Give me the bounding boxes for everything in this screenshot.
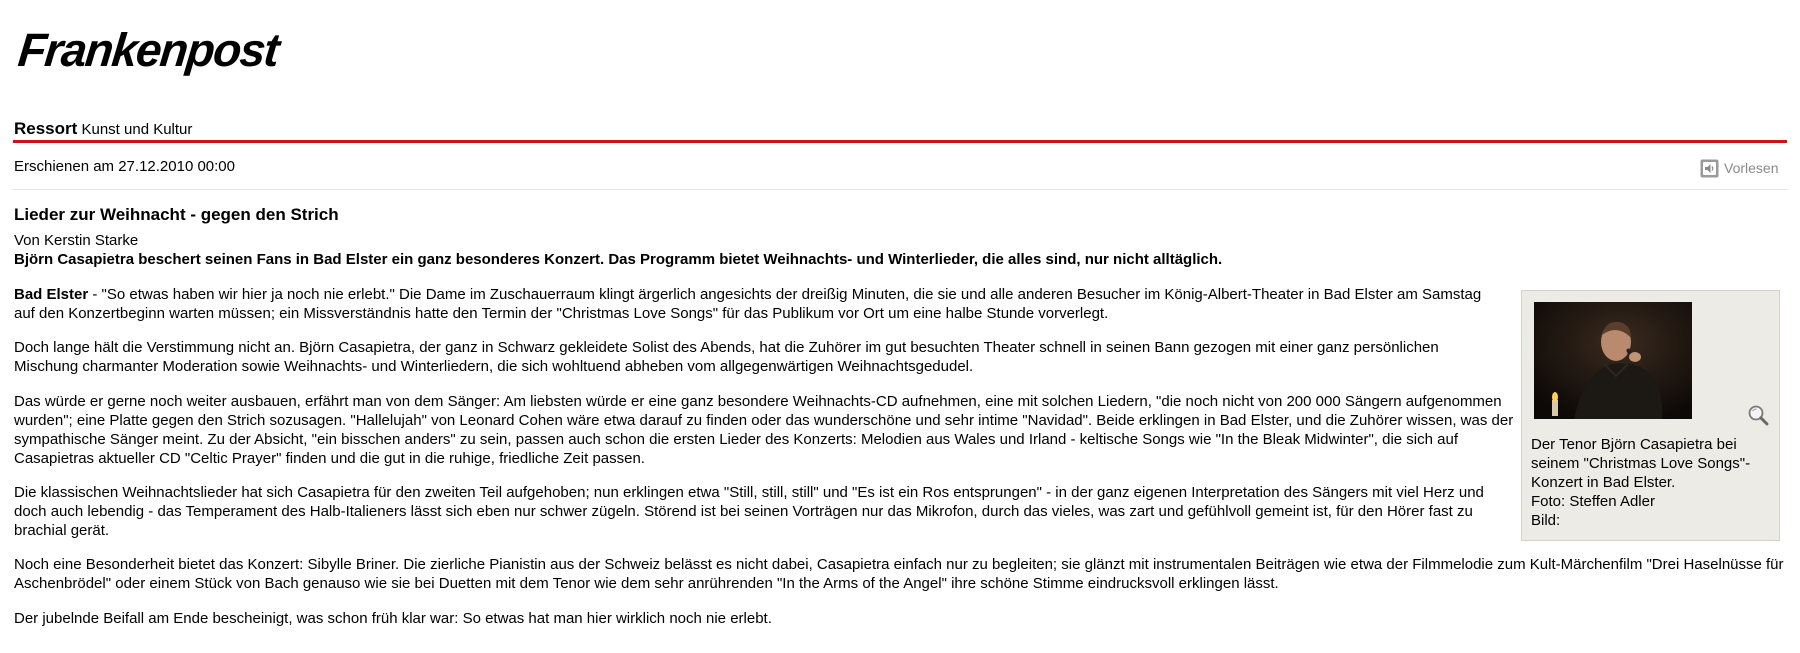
gray-divider: [13, 189, 1787, 190]
caption-image-label: Bild:: [1531, 512, 1561, 529]
article-author: Von Kerstin Starke: [14, 232, 139, 249]
zoom-icon[interactable]: [1747, 404, 1769, 426]
photo-box: [1521, 290, 1780, 541]
ressort-value: Kunst und Kultur: [81, 121, 193, 138]
article-teaser: Björn Casapietra beschert seinen Fans in Bad Elster ein ganz besonderes Konzert. Das Programm bietet Weihnachts- und Winterlieder, die alles sind, nur nicht alltäglich.: [14, 251, 1223, 268]
red-divider: [13, 140, 1787, 143]
photo-caption: [1531, 435, 1771, 530]
published-date: Erschienen am 27.12.2010 00:00: [14, 158, 235, 175]
caption-text: Der Tenor Björn Casapietra bei seinem "Christmas Love Songs"-Konzert in Bad Elster.: [1531, 436, 1751, 491]
speaker-icon: [1700, 159, 1719, 178]
body-paragraph-4: Die klassischen Weihnachtslieder hat sich Casapietra für den zweiten Teil aufgehoben; nun erklingen etwa "Still, still, still" und "Es ist ein Ros entsprungen" - in der ganz eigenen Interpretation des Sängers mit viel Herz und doch auch lebendig - das Temperament des Halb-Italieners lässt sich eben nur schwer zügeln. Störend ist bei seinen Vorträgen nur das Mikrofon, durch das vieles, was zart und gefühlvoll gemeint ist, für den Hörer fast zu brachial gerät.: [14, 484, 1484, 539]
ressort-line: [14, 120, 192, 139]
body-paragraph-3: Das würde er gerne noch weiter ausbauen, erfährt man von dem Sänger: Am liebsten würde er eine ganz besondere Weihnachts-CD aufnehmen, eine mit solchen Liedern, "die noch nicht von 200 000 Sängern aufgenommen wurden"; eine Platte gegen den Strich sozusagen. "Hallelujah" von Leonard Cohen wäre etwa darauf zu finden oder das wunderschöne und sehr intime "Navidad". Beide erklingen in Bad Elster, und die Zuhörer wissen, was der sympathische Sänger meint. Zu der Absicht, "ein bisschen anders" zu sein, passen auch schon die ersten Lieder des Konzerts: Melodien aus Wales und Irland - keltische Songs wie "In the Bleak Midwinter", die sich auf Casapietras aktueller CD "Celtic Prayer" finden und die gut in die ruhige, friedliche Zeit passen.: [14, 393, 1514, 467]
read-aloud-label: Vorlesen: [1724, 160, 1779, 176]
body-paragraph-2: Doch lange hält die Verstimmung nicht an. Björn Casapietra, der ganz in Schwarz gekleidete Solist des Abends, hat die Zuhörer im gut besuchten Theater schnell in seinen Bann gezogen mit einer ganz persönlichen Mischung charmanter Moderation sowie Weihnachts- und Winterliedern, die sich wohltuend abheben vom allgegenwärtigen Weihnachtsgedudel.: [14, 339, 1439, 375]
article-headline: Lieder zur Weihnacht - gegen den Strich: [14, 205, 339, 224]
frankenpost-logo: Frankenpost: [15, 22, 281, 76]
body-paragraph-1: [14, 285, 1504, 323]
read-aloud-button[interactable]: [1700, 158, 1778, 178]
article-photo[interactable]: [1534, 302, 1692, 419]
singer-photo-illustration: [1534, 302, 1692, 419]
ressort-label: Ressort: [14, 119, 78, 138]
body-paragraph-1-text: - "So etwas haben wir hier ja noch nie erlebt." Die Dame im Zuschauerraum klingt ärgerlich angesichts der dreißig Minuten, die sie und alle anderen Besucher im König-Albert-Theater in Bad Elster am Samstag auf den Konzertbeginn warten müssen; ein Missverständnis hatte den Termin der "Christmas Love Songs" für das Publikum vor Ort um eine halbe Stunde vorverlegt.: [14, 286, 1482, 322]
dateline: Bad Elster: [14, 286, 89, 303]
body-paragraph-6: Der jubelnde Beifall am Ende bescheinigt, was schon früh klar war: So etwas hat man hier wirklich noch nie erlebt.: [14, 610, 772, 627]
caption-photo-credit: Foto: Steffen Adler: [1531, 493, 1655, 510]
body-paragraph-5: Noch eine Besonderheit bietet das Konzert: Sibylle Briner. Die zierliche Pianistin aus der Schweiz belässt es nicht dabei, Casapietra einfach nur zu begleiten; sie glänzt mit instrumentalen Beiträgen wie etwa der Filmmelodie zum Kult-Märchenfilm "Drei Haselnüsse für Aschenbrödel" oder einem Stück von Bach genauso wie sie bei Duetten mit dem Tenor wie dem sehr anrührenden "In the Arms of the Angel" ihre schöne Stimme eindrucksvoll erklingen lässt.: [14, 556, 1784, 592]
